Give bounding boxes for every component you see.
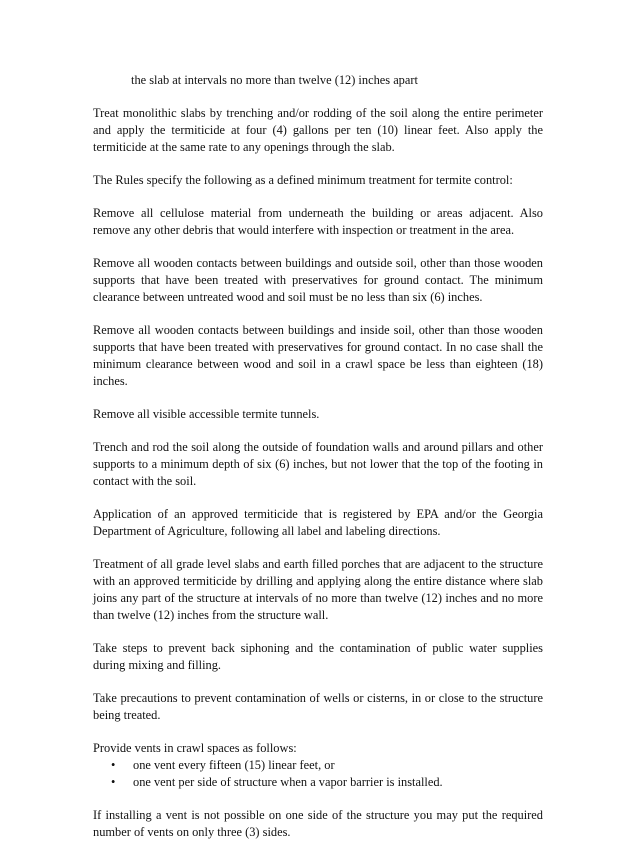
list-item-text: one vent every fifteen (15) linear feet, or xyxy=(133,758,335,772)
paragraph-termite-tunnels: Remove all visible accessible termite tunnels. xyxy=(93,407,320,421)
paragraph-rules-intro: The Rules specify the following as a defined minimum treatment for termite control: xyxy=(93,173,513,187)
list-item xyxy=(111,774,543,791)
paragraph-outside-wood-contacts: Remove all wooden contacts between buildings and outside soil, other than those wooden supports that have been treated with preservatives for ground contact. The minimum clearance between untreated wood and soil must be no less than six (6) inches. xyxy=(93,256,543,304)
vents-list-intro: Provide vents in crawl spaces as follows: xyxy=(93,741,297,755)
paragraph-monolithic-slabs: Treat monolithic slabs by trenching and/or rodding of the soil along the entire perimeter and apply the termiticide at four (4) gallons per ten (10) linear feet. Also apply the termiticide at the same rate to any openings through the slab. xyxy=(93,106,543,154)
bullet-icon: • xyxy=(111,775,116,789)
paragraph-vent-alternative: If installing a vent is not possible on one side of the structure you may put the required number of vents on only three (3) sides. xyxy=(93,808,543,839)
paragraph-grade-level-slabs: Treatment of all grade level slabs and earth filled porches that are adjacent to the structure with an approved termiticide by drilling and applying along the entire distance where slab joins any part of the structure at intervals of no more than twelve (12) inches and no more than twelve (12) inches from the structure wall. xyxy=(93,557,543,622)
paragraph-wells-cisterns: Take precautions to prevent contamination of wells or cisterns, in or close to the structure being treated. xyxy=(93,691,543,722)
paragraph-inside-wood-contacts: Remove all wooden contacts between buildings and inside soil, other than those wooden supports that have been treated with preservatives for ground contact. In no case shall the minimum clearance between wood and soil in a crawl space be less than eighteen (18) inches. xyxy=(93,323,543,388)
paragraph-approved-termiticide: Application of an approved termiticide that is registered by EPA and/or the Georgia Department of Agriculture, following all label and labeling directions. xyxy=(93,507,543,538)
document-page xyxy=(93,72,543,857)
bullet-icon: • xyxy=(111,758,116,772)
list-item-text: one vent per side of structure when a vapor barrier is installed. xyxy=(133,775,443,789)
paragraph-trench-and-rod: Trench and rod the soil along the outside of foundation walls and around pillars and other supports to a minimum depth of six (6) inches, but not lower that the top of the footing in contact with the soil. xyxy=(93,440,543,488)
paragraph-back-siphoning: Take steps to prevent back siphoning and the contamination of public water supplies during mixing and filling. xyxy=(93,641,543,672)
continued-text-line: the slab at intervals no more than twelve (12) inches apart xyxy=(131,73,418,87)
paragraph-cellulose-removal: Remove all cellulose material from underneath the building or areas adjacent. Also remove any other debris that would interfere with inspection or treatment in the area. xyxy=(93,206,543,237)
vents-list xyxy=(93,757,543,791)
list-item xyxy=(111,757,543,774)
